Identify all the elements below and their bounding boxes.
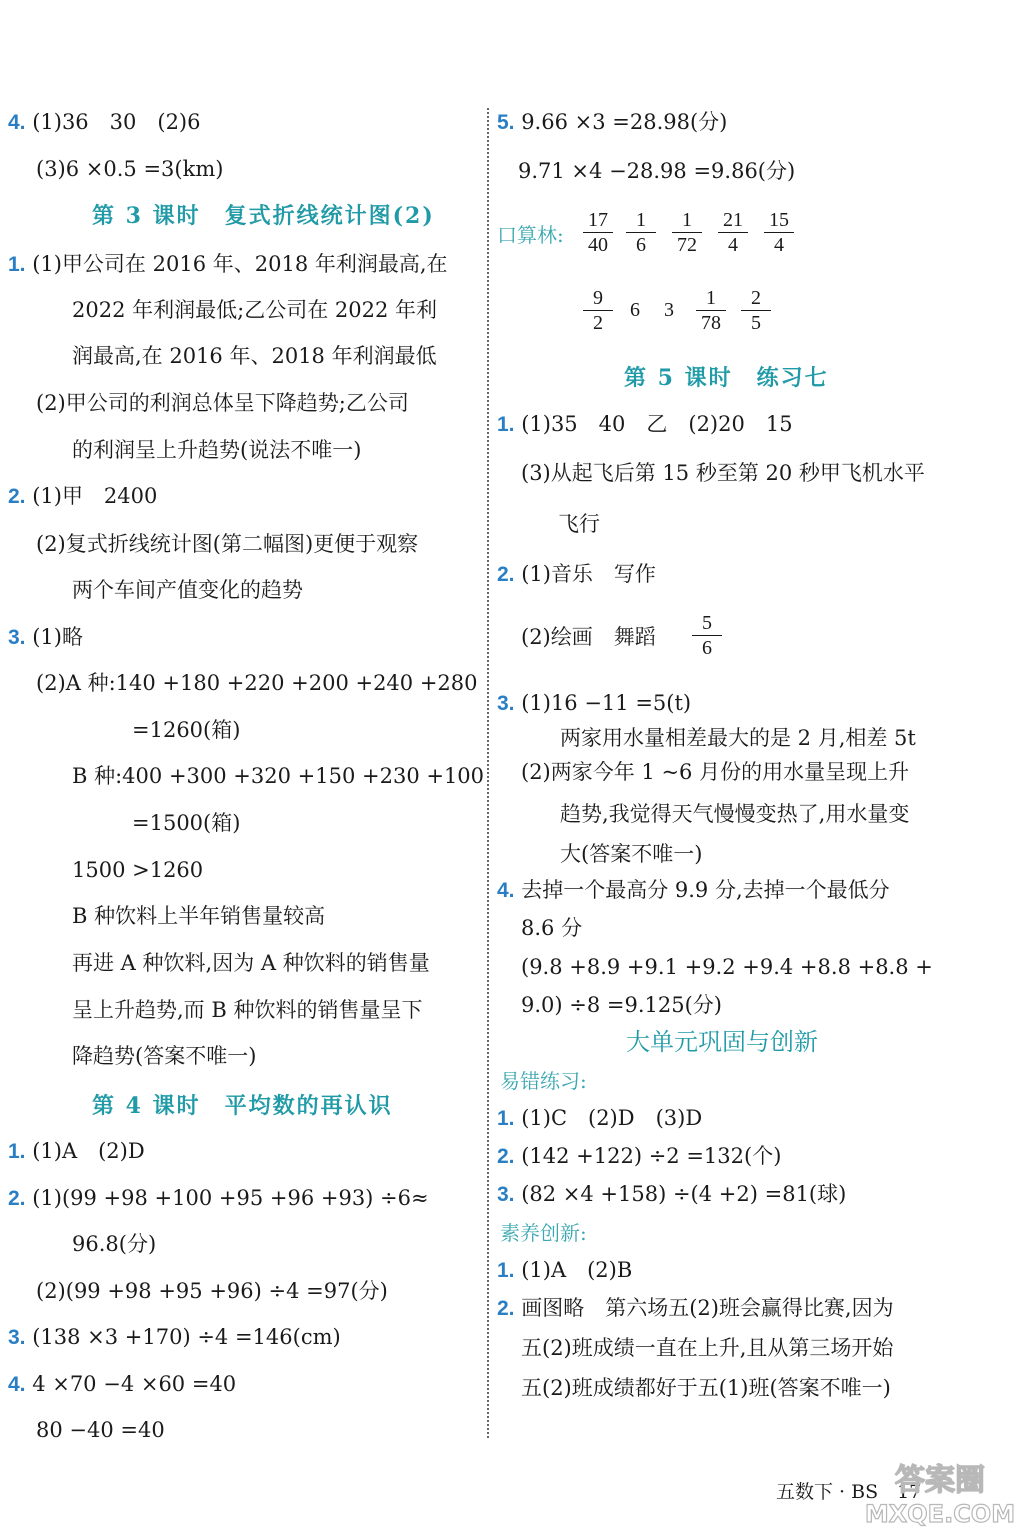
svg-text:答案圈: 答案圈 xyxy=(895,1463,985,1498)
l4-q3: 3. (138 ×3 +170) ÷4 =146(cm) xyxy=(8,1325,341,1349)
l3-q1-line1: 1. (1)甲公司在 2016 年、2018 年利润最高,在 xyxy=(8,252,448,276)
l3-q3-line5: =1500(箱) xyxy=(132,811,241,835)
l3-q1-line5: 的利润呈上升趋势(说法不唯一) xyxy=(72,438,362,462)
l3-q1-line3: 润最高,在 2016 年、2018 年利润最低 xyxy=(72,344,437,368)
literacy-innovation-label: 素养创新: xyxy=(500,1221,587,1245)
calc-fraction: 1 72 xyxy=(664,208,710,257)
l4-q4-line1: 4. 4 ×70 −4 ×60 =40 xyxy=(8,1372,237,1396)
calc-fraction: 15 4 xyxy=(756,208,802,257)
calc-fraction: 1 78 xyxy=(688,286,734,335)
l5-q3-line4: 趋势,我觉得天气慢慢变热了,用水量变 xyxy=(560,802,910,826)
l5-q2-line1: 2. (1)音乐 写作 xyxy=(497,562,656,586)
l5-q3-line1: 3. (1)16 −11 =5(t) xyxy=(497,691,692,715)
q4-line1: 4. (1)36 30 (2)6 xyxy=(8,110,201,134)
innov-q2-line1: 2. 画图略 第六场五(2)班会赢得比赛,因为 xyxy=(497,1296,894,1320)
l5-q3-line2: 两家用水量相差最大的是 2 月,相差 5t xyxy=(560,726,916,750)
l5-q1-line2: (3)从起飞后第 15 秒至第 20 秒甲飞机水平 xyxy=(521,461,925,485)
q4-line2: (3)6 ×0.5 =3(km) xyxy=(36,157,224,181)
watermark-logo xyxy=(860,1458,1020,1530)
innov-q1: 1. (1)A (2)B xyxy=(497,1258,633,1282)
l4-q2-line1: 2. (1)(99 +98 +100 +95 +96 +93) ÷6≈ xyxy=(8,1186,429,1210)
calc-answer: 3 xyxy=(664,299,674,321)
l5-q3-line3: (2)两家今年 1 ~6 月份的用水量呈现上升 xyxy=(521,760,910,784)
lesson5-title: 第 5 课时 练习七 xyxy=(624,365,829,391)
l5-q2-line2: (2)绘画 舞蹈 xyxy=(521,625,656,649)
lesson4-title: 第 4 课时 平均数的再认识 xyxy=(92,1093,393,1119)
error-q2: 2. (142 +122) ÷2 =132(个) xyxy=(497,1144,782,1168)
error-q3: 3. (82 ×4 +158) ÷(4 +2) =81(球) xyxy=(497,1182,847,1206)
q5-line1: 5. 9.66 ×3 =28.98(分) xyxy=(497,110,728,134)
l5-q1-line3: 飞行 xyxy=(558,512,600,536)
l3-q2-line2: (2)复式折线统计图(第二幅图)更便于观察 xyxy=(36,532,419,556)
l4-q4-line2: 80 −40 =40 xyxy=(36,1418,165,1442)
l3-q3-line7: B 种饮料上半年销售量较高 xyxy=(72,904,326,928)
calc-fraction: 9 2 xyxy=(575,286,621,335)
l5-q4-line3: (9.8 +8.9 +9.1 +9.2 +9.4 +8.8 +8.8 + xyxy=(521,955,933,979)
l3-q2-line1: 2. (1)甲 2400 xyxy=(8,484,158,508)
l3-q1-line2: 2022 年利润最低;乙公司在 2022 年利 xyxy=(72,298,437,322)
l3-q3-line8: 再进 A 种饮料,因为 A 种饮料的销售量 xyxy=(72,951,430,975)
q5-line2: 9.71 ×4 −28.98 =9.86(分) xyxy=(518,159,796,183)
innov-q2-line3: 五(2)班成绩都好于五(1)班(答案不唯一) xyxy=(521,1376,891,1400)
unit-review-title: 大单元巩固与创新 xyxy=(626,1029,818,1056)
error-practice-label: 易错练习: xyxy=(500,1069,587,1093)
page-footer: 五数下 · BS 17 xyxy=(776,1481,922,1503)
l3-q1-line4: (2)甲公司的利润总体呈下降趋势;乙公司 xyxy=(36,391,409,415)
error-q1: 1. (1)C (2)D (3)D xyxy=(497,1106,703,1130)
calc-fraction: 21 4 xyxy=(710,208,756,257)
l3-q3-line6: 1500 >1260 xyxy=(72,858,204,882)
l5-q3-line5: 大(答案不唯一) xyxy=(560,842,703,866)
q2-fraction: 5 6 xyxy=(684,611,730,660)
l3-q3-line9: 呈上升趋势,而 B 种饮料的销售量呈下 xyxy=(72,998,423,1022)
l5-q1-line1: 1. (1)35 40 乙 (2)20 15 xyxy=(497,412,793,436)
calc-fraction: 1 6 xyxy=(618,208,664,257)
l3-q2-line3: 两个车间产值变化的趋势 xyxy=(72,578,303,602)
calc-fraction: 17 40 xyxy=(575,208,621,257)
l3-q3-line10: 降趋势(答案不唯一) xyxy=(72,1044,257,1068)
l3-q3-line4: B 种:400 +300 +320 +150 +230 +100 xyxy=(72,764,485,788)
l4-q2-line2: 96.8(分) xyxy=(72,1232,157,1256)
l3-q3-line1: 3. (1)略 xyxy=(8,625,83,649)
l5-q4-line4: 9.0) ÷8 =9.125(分) xyxy=(521,993,722,1017)
calc-answer: 6 xyxy=(630,299,640,321)
innov-q2-line2: 五(2)班成绩一直在上升,且从第三场开始 xyxy=(521,1336,894,1360)
lesson3-title: 第 3 课时 复式折线统计图(2) xyxy=(92,203,435,229)
svg-text:MXQE.COM: MXQE.COM xyxy=(864,1500,1016,1528)
l3-q3-line2: (2)A 种:140 +180 +220 +200 +240 +280 xyxy=(36,671,478,695)
oral-calc-label: 口算林: xyxy=(497,223,564,247)
l4-q2-line3: (2)(99 +98 +95 +96) ÷4 =97(分) xyxy=(36,1279,388,1303)
column-divider xyxy=(487,108,489,1438)
l5-q4-line1: 4. 去掉一个最高分 9.9 分,去掉一个最低分 xyxy=(497,878,890,902)
l4-q1: 1. (1)A (2)D xyxy=(8,1139,145,1163)
calc-fraction: 2 5 xyxy=(733,286,779,335)
l3-q3-line3: =1260(箱) xyxy=(132,718,241,742)
l5-q4-line2: 8.6 分 xyxy=(521,916,583,940)
